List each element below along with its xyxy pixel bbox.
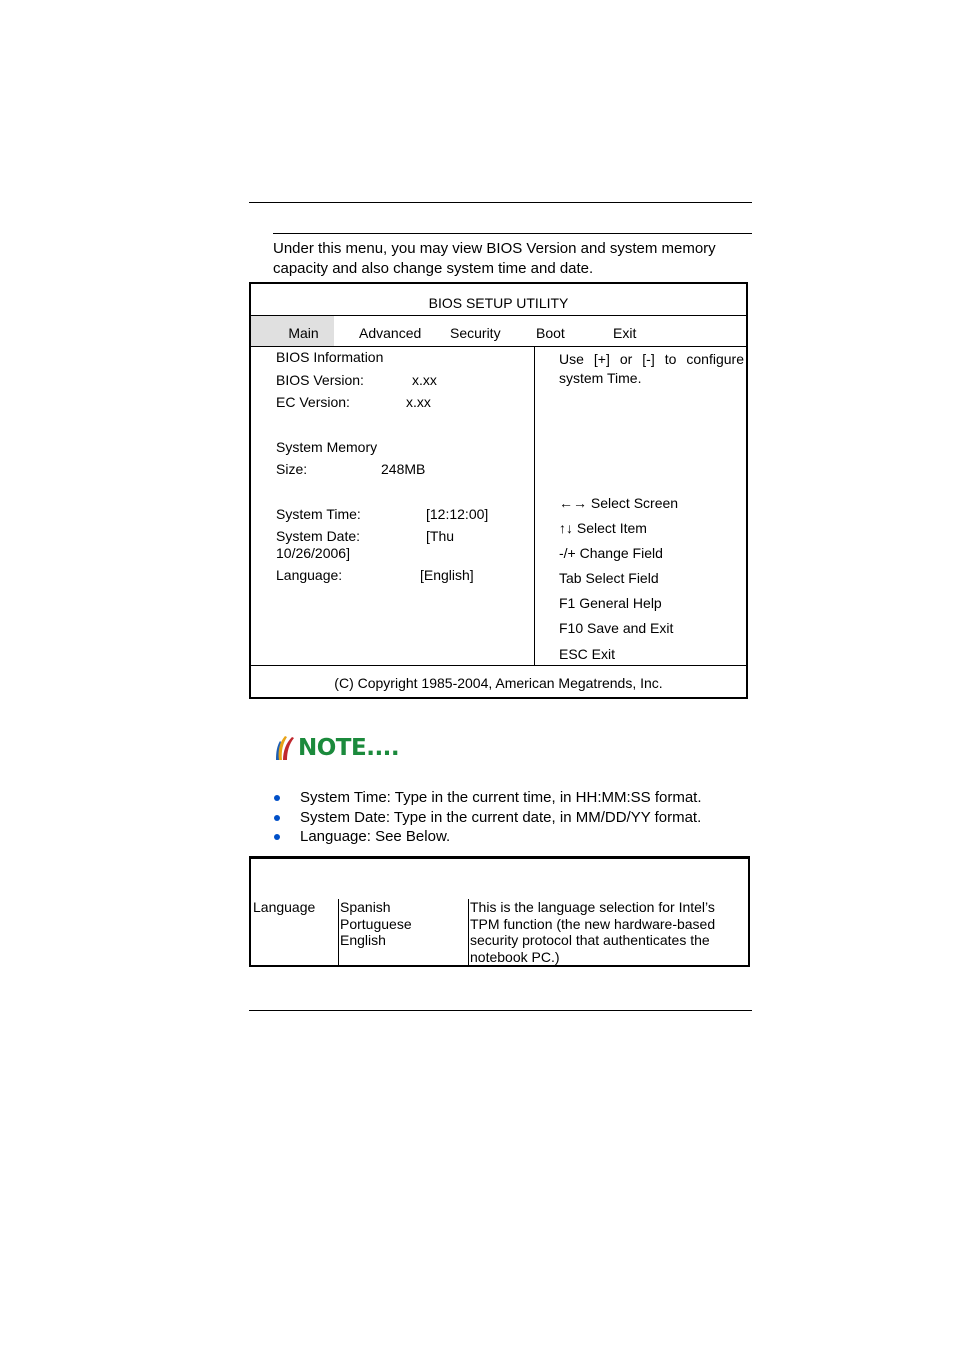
- option-english: English: [340, 932, 386, 948]
- menu-tab-boot[interactable]: Boot: [536, 325, 565, 341]
- menu-tab-security[interactable]: Security: [450, 325, 501, 341]
- key-general-help: F1 General Help: [559, 595, 662, 611]
- intro-line: Under this menu, you may view BIOS Version and system memory: [273, 240, 716, 257]
- memory-size-value: 248MB: [381, 461, 426, 477]
- help-text-cont: system Time.: [559, 370, 642, 386]
- ec-version-label: EC Version:: [276, 394, 350, 410]
- description-line: TPM function (the new hardware-based: [470, 915, 716, 932]
- bios-title: BIOS SETUP UTILITY: [251, 284, 746, 316]
- menu-tab-advanced[interactable]: Advanced: [359, 325, 422, 341]
- ec-version-value: x.xx: [406, 394, 431, 410]
- description-line: notebook PC.): [470, 948, 560, 965]
- bios-info-heading: BIOS Information: [276, 349, 384, 365]
- option-portuguese: Portuguese: [340, 915, 412, 932]
- language-options-table: [249, 856, 750, 967]
- bios-copyright: (C) Copyright 1985-2004, American Megatrends, Inc.: [251, 665, 746, 698]
- table-cell-item: Language: [253, 899, 316, 915]
- bios-version-label: BIOS Version:: [276, 372, 364, 388]
- option-spanish: Spanish: [340, 899, 391, 915]
- description-line: This is the language selection for Intel’s: [470, 899, 715, 915]
- bios-version-value: x.xx: [412, 372, 437, 388]
- bullet-icon: [274, 834, 280, 840]
- key-change-field: -/+ Change Field: [559, 545, 663, 561]
- bullet-icon: [274, 815, 280, 821]
- section-rule: [273, 233, 752, 234]
- bios-settings-panel: [251, 347, 535, 665]
- system-date-label: System Date:: [276, 528, 361, 544]
- table-divider: [468, 899, 469, 965]
- bios-help-panel: [535, 347, 746, 665]
- system-date-field-cont[interactable]: 10/26/2006]: [276, 545, 350, 561]
- bios-setup-screen: [249, 282, 748, 699]
- table-cell-options: [340, 899, 412, 949]
- key-select-screen: ←→ Select Screen: [559, 495, 679, 511]
- footer-rule: [249, 1010, 752, 1011]
- language-label: Language:: [276, 567, 343, 583]
- memory-size-label: Size:: [276, 461, 308, 477]
- system-time-label: System Time:: [276, 506, 361, 522]
- menu-tab-main[interactable]: Main: [251, 316, 334, 346]
- bios-menu-bar: [251, 316, 746, 347]
- key-tab-select-field: Tab Select Field: [559, 570, 659, 586]
- system-memory-heading: System Memory: [276, 439, 378, 455]
- key-save-and-exit: F10 Save and Exit: [559, 620, 674, 636]
- note-title: NOTE....: [298, 735, 400, 761]
- note-pen-icon: [275, 734, 295, 762]
- description-line: security protocol that authenticates the: [470, 932, 710, 948]
- system-date-field[interactable]: [Thu: [426, 528, 455, 544]
- table-divider: [338, 899, 339, 965]
- bullet-icon: [274, 795, 280, 801]
- header-rule: [249, 202, 752, 203]
- intro-paragraph: [273, 239, 753, 278]
- help-text: Use [+] or [-] to configure: [559, 351, 744, 367]
- note-logo: [275, 733, 399, 763]
- key-esc-exit: ESC Exit: [559, 646, 616, 662]
- table-cell-description: [470, 899, 715, 965]
- system-time-field[interactable]: [12:12:00]: [426, 506, 489, 522]
- key-select-item: ↑↓ Select Item: [559, 520, 647, 536]
- language-field[interactable]: [English]: [420, 567, 474, 583]
- intro-line: capacity and also change system time and date.: [273, 259, 594, 277]
- menu-tab-exit[interactable]: Exit: [613, 325, 637, 341]
